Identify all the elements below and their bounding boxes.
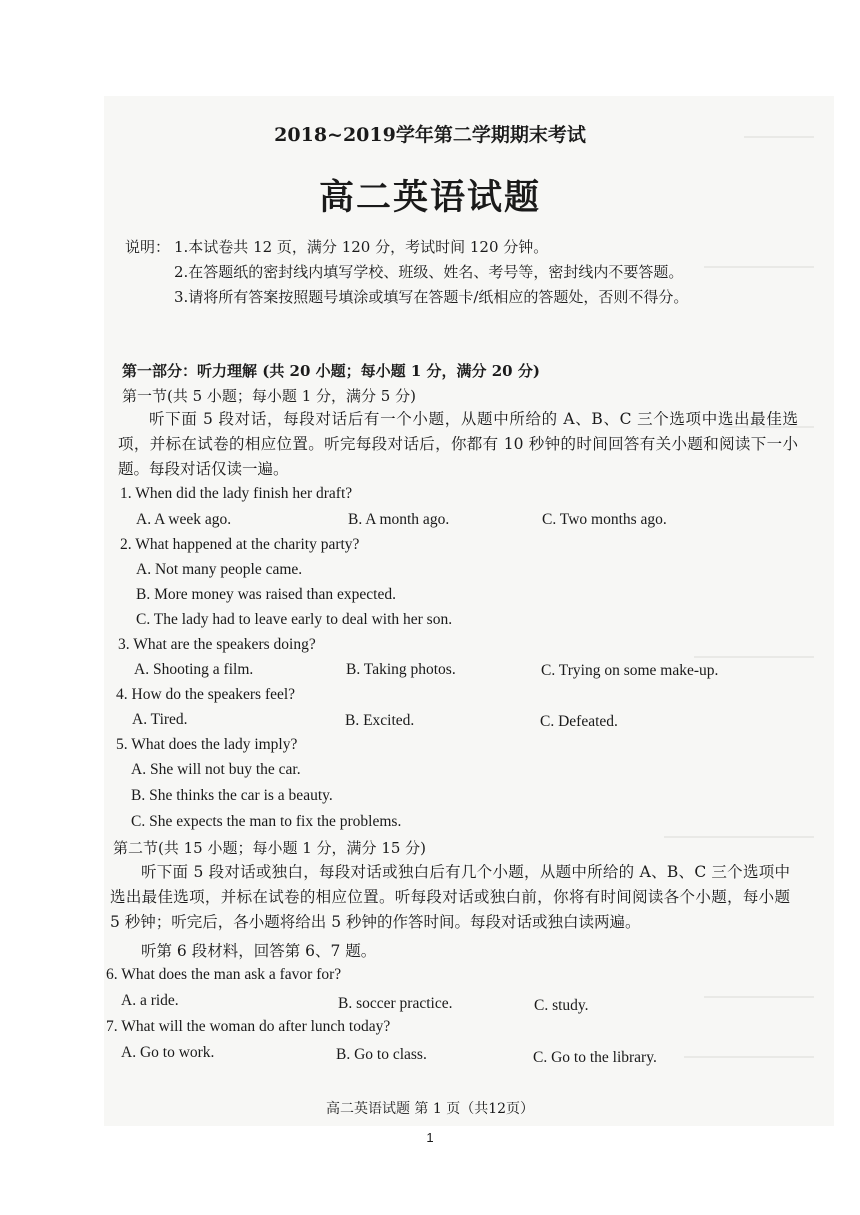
- q5-option-a[interactable]: A. She will not buy the car.: [131, 761, 301, 778]
- q6-option-c[interactable]: C. study.: [534, 997, 589, 1014]
- q4-option-b[interactable]: B. Excited.: [345, 712, 415, 729]
- section2-instructions: 听下面 5 段对话或独白，每段对话或独白后有几个小题，从题中所给的 A、B、C 三个选项中选出最佳选项，并标在试卷的相应位置。听每段对话或独白前，你将有时间阅读各个小题，每小题 5 秒钟；听完后，各小题将给出 5 秒钟的作答时间。每段对话或独白读两遍。: [110, 863, 790, 931]
- question-5: 5. What does the lady imply?: [116, 736, 298, 753]
- q2-option-c[interactable]: C. The lady had to leave early to deal with her son.: [136, 611, 453, 628]
- q5-option-b[interactable]: B. She thinks the car is a beauty.: [131, 787, 333, 804]
- q2-option-b[interactable]: B. More money was raised than expected.: [136, 586, 396, 603]
- page-title: 高二英语试题: [318, 177, 541, 218]
- exam-title: 2018~2019学年第二学期期末考试: [274, 124, 586, 146]
- q1-option-a[interactable]: A. A week ago.: [136, 511, 232, 528]
- q3-option-b[interactable]: B. Taking photos.: [346, 661, 456, 678]
- note-item-2: 2.在答题纸的密封线内填写学校、班级、姓名、考号等，密封线内不要答题。: [174, 263, 684, 281]
- section2-heading: 第二节(共 15 小题；每小题 1 分，满分 15 分): [113, 839, 427, 857]
- q6-option-b[interactable]: B. soccer practice.: [338, 995, 453, 1012]
- question-6: 6. What does the man ask a favor for?: [106, 966, 342, 983]
- page-number: 1: [426, 1130, 434, 1145]
- note-item-1: 1.本试卷共 12 页，满分 120 分，考试时间 120 分钟。: [174, 238, 549, 256]
- question-2: 2. What happened at the charity party?: [120, 536, 360, 553]
- notes-label: 说明：: [125, 238, 171, 256]
- q6-option-a[interactable]: A. a ride.: [121, 992, 179, 1009]
- q7-option-c[interactable]: C. Go to the library.: [533, 1049, 657, 1066]
- q4-option-a[interactable]: A. Tired.: [132, 711, 188, 728]
- question-7: 7. What will the woman do after lunch today?: [106, 1018, 391, 1035]
- material-6-heading: 听第 6 段材料，回答第 6、7 题。: [141, 942, 377, 960]
- q3-option-a[interactable]: A. Shooting a film.: [134, 661, 254, 678]
- q5-option-c[interactable]: C. She expects the man to fix the problems.: [131, 813, 402, 830]
- part1-heading: 第一部分：听力理解 (共 20 小题；每小题 1 分，满分 20 分): [122, 362, 540, 380]
- q7-option-b[interactable]: B. Go to class.: [336, 1046, 427, 1063]
- question-4: 4. How do the speakers feel?: [116, 686, 296, 703]
- q7-option-a[interactable]: A. Go to work.: [121, 1044, 215, 1061]
- question-3: 3. What are the speakers doing?: [118, 636, 316, 653]
- q1-option-c[interactable]: C. Two months ago.: [542, 511, 667, 528]
- section1-instructions: 听下面 5 段对话，每段对话后有一个小题，从题中所给的 A、B、C 三个选项中选出最佳选项，并标在试卷的相应位置。听完每段对话后，你都有 10 秒钟的时间回答有关小题和阅读下一小题。每段对话仅读一遍。: [118, 410, 798, 478]
- page-footer: 高二英语试题 第 1 页（共12页）: [325, 1101, 535, 1117]
- question-1: 1. When did the lady finish her draft?: [120, 485, 353, 502]
- q1-option-b[interactable]: B. A month ago.: [348, 511, 450, 528]
- q3-option-c[interactable]: C. Trying on some make-up.: [541, 662, 719, 679]
- note-item-3: 3.请将所有答案按照题号填涂或填写在答题卡/纸相应的答题处，否则不得分。: [174, 288, 689, 306]
- q4-option-c[interactable]: C. Defeated.: [540, 713, 618, 730]
- q2-option-a[interactable]: A. Not many people came.: [136, 561, 303, 578]
- section1-heading: 第一节(共 5 小题；每小题 1 分，满分 5 分): [122, 387, 416, 405]
